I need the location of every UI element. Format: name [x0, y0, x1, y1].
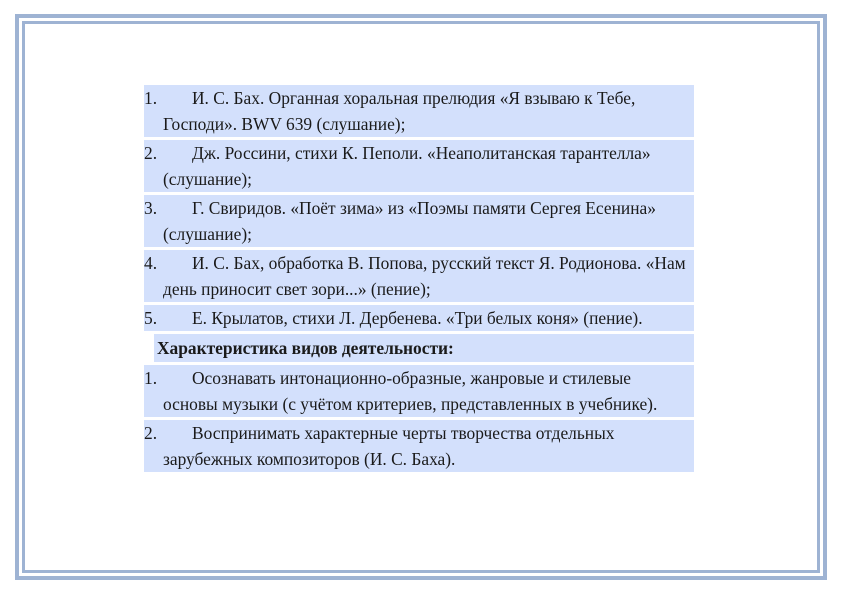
list-item-number: 1.	[144, 368, 158, 388]
list-item-number: 2.	[144, 143, 158, 163]
list-item	[144, 140, 694, 192]
list-item-text: И. С. Бах, обработка В. Попова, русский текст Я. Родионова. «Нам день приносит свет зори...» (пение);	[163, 253, 686, 299]
slide-content	[144, 85, 694, 475]
list-item-text: Г. Свиридов. «Поёт зима» из «Поэмы памяти Сергея Есенина» (слушание);	[163, 198, 656, 244]
list-item	[144, 85, 694, 137]
works-list	[144, 85, 694, 331]
list-item-number: 1.	[144, 88, 158, 108]
list-item-text: Осознавать интонационно-образные, жанровые и стилевые основы музыки (с учётом критериев, представленных в учебнике).	[163, 368, 658, 414]
list-item-text: Воспринимать характерные черты творчества отдельных зарубежных композиторов (И. С. Баха).	[163, 423, 615, 469]
list-item	[144, 195, 694, 247]
list-item-number: 4.	[144, 253, 158, 273]
list-item-text: Дж. Россини, стихи К. Пеполи. «Неаполитанская тарантелла» (слушание);	[163, 143, 651, 189]
activities-heading: Характеристика видов деятельности:	[154, 334, 694, 362]
list-item	[144, 420, 694, 472]
list-item-number: 3.	[144, 198, 158, 218]
list-item	[144, 250, 694, 302]
list-item-number: 5.	[144, 308, 158, 328]
list-item-number: 2.	[144, 423, 158, 443]
list-item	[144, 305, 694, 331]
list-item-text: И. С. Бах. Органная хоральная прелюдия «Я взываю к Тебе, Господи». BWV 639 (слушание);	[163, 88, 636, 134]
activities-list	[144, 365, 694, 472]
list-item	[144, 365, 694, 417]
list-item-text: Е. Крылатов, стихи Л. Дербенева. «Три белых коня» (пение).	[192, 308, 643, 328]
